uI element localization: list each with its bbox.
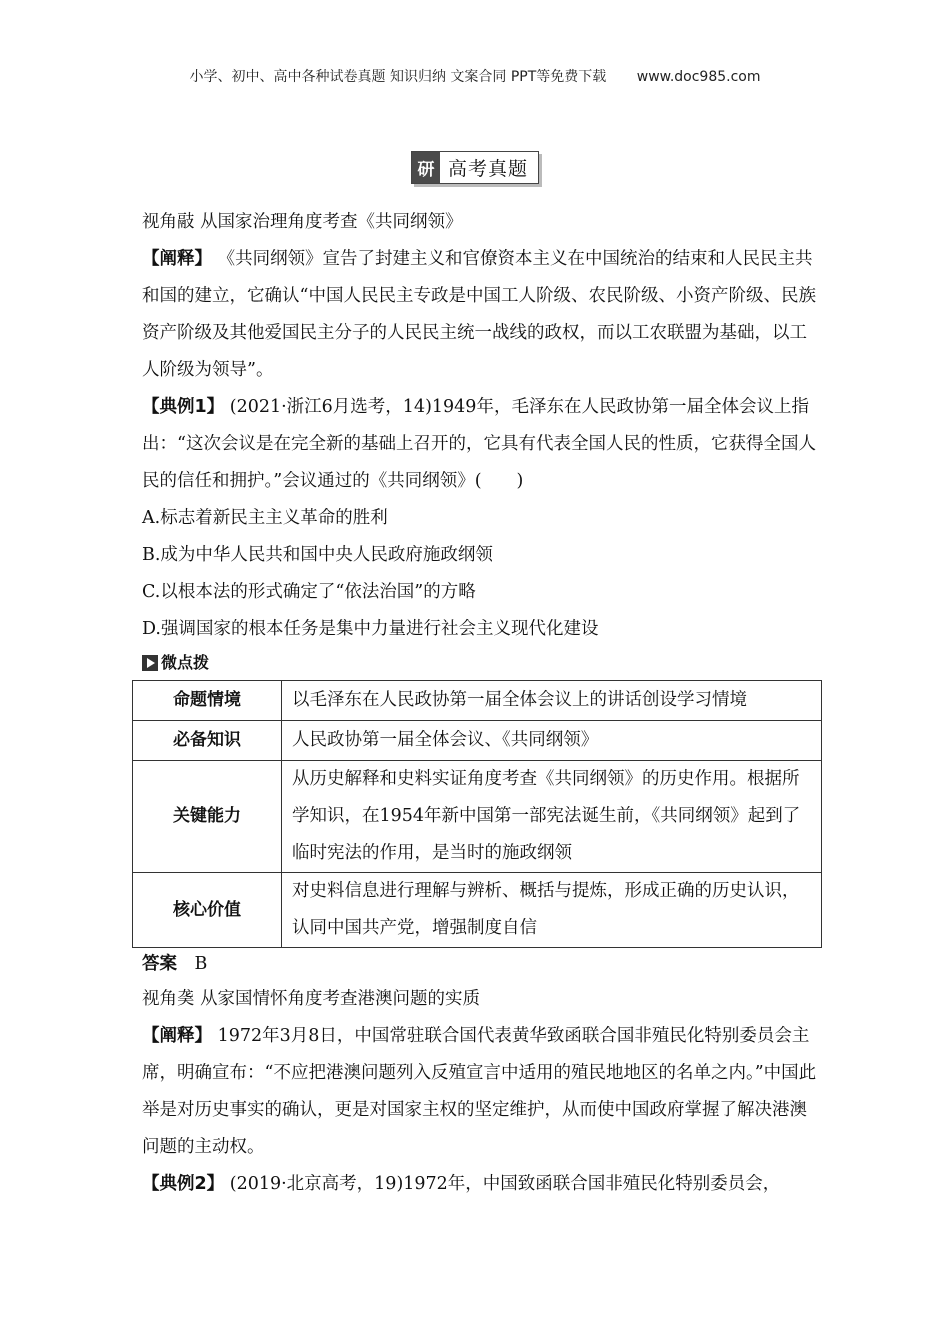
option-a: A.标志着新民主主义革命的胜利 bbox=[142, 508, 388, 528]
explain-tag: 【阐释】 bbox=[142, 1026, 212, 1046]
tips-table bbox=[132, 680, 822, 948]
table-value: 对史料信息进行理解与辨析、概括与提炼，形成正确的历史认识，认同中国共产党，增强制度自信 bbox=[282, 873, 822, 948]
header-site-link[interactable]: www.doc985.com bbox=[636, 69, 761, 85]
section-title: 高考真题 bbox=[448, 158, 529, 180]
section-title-box bbox=[411, 151, 539, 184]
table-row bbox=[133, 721, 822, 761]
example-text: (2021·浙江6月选考，14)1949年，毛泽东在人民政协第一届全体会议上指出：“这次会议是在完全新的基础上召开的，它具有代表全国人民的性质，它获得全国人民的信任和拥护。”会议通过的《共同纲领》( ) bbox=[142, 397, 816, 491]
answer-value: B bbox=[194, 954, 208, 974]
table-value: 人民政协第一届全体会议、《共同纲领》 bbox=[282, 721, 822, 761]
explain-text: 《共同纲领》宣告了封建主义和官僚资本主义在中国统治的结束和人民民主共和国的建立，它确认“中国人民民主专政是中国工人阶级、农民阶级、小资产阶级、民族资产阶级及其他爱国民主分子的人民民主统一战线的政权，而以工农联盟为基础，以工人阶级为领导”。 bbox=[142, 249, 816, 380]
tip-label: 微点拨 bbox=[161, 653, 210, 672]
option-c: C.以根本法的形式确定了“依法治国”的方略 bbox=[142, 582, 476, 602]
table-row bbox=[133, 873, 822, 948]
angle1-explain bbox=[142, 241, 822, 389]
table-value: 从历史解释和史料实证角度考查《共同纲领》的历史作用。根据所学知识，在1954年新中国第一部宪法诞生前，《共同纲领》起到了临时宪法的作用，是当时的施政纲领 bbox=[282, 761, 822, 873]
table-key: 关键能力 bbox=[133, 761, 282, 873]
header-text: 小学、初中、高中各种试卷真题 知识归纳 文案合同 PPT等免费下载 bbox=[189, 69, 607, 85]
option-b: B.成为中华人民共和国中央人民政府施政纲领 bbox=[142, 545, 493, 565]
table-value: 以毛泽东在人民政协第一届全体会议上的讲话创设学习情境 bbox=[282, 681, 822, 721]
example1 bbox=[142, 389, 822, 500]
section-badge: 研 bbox=[412, 152, 440, 183]
angle2-explain bbox=[142, 1018, 822, 1166]
explain-text: 1972年3月8日，中国常驻联合国代表黄华致函联合国非殖民化特别委员会主席，明确宣布：“不应把港澳问题列入反殖宣言中适用的殖民地地区的名单之内。”中国此举是对历史事实的确认，更是对国家主权的坚定维护，从而使中国政府掌握了解决港澳问题的主动权。 bbox=[142, 1026, 817, 1157]
table-key: 必备知识 bbox=[133, 721, 282, 761]
example-text: (2019·北京高考，19)1972年，中国致函联合国非殖民化特别委员会， bbox=[224, 1174, 781, 1194]
answer-label: 答案 bbox=[142, 954, 177, 974]
example2 bbox=[142, 1166, 822, 1203]
main-content bbox=[142, 204, 822, 1203]
answer bbox=[142, 948, 822, 981]
table-key: 命题情境 bbox=[133, 681, 282, 721]
table-row bbox=[133, 681, 822, 721]
angle1-title: 视角䰙 从国家治理角度考查《共同纲领》 bbox=[142, 212, 463, 232]
option-d: D.强调国家的根本任务是集中力量进行社会主义现代化建设 bbox=[142, 619, 599, 639]
page-header bbox=[0, 66, 950, 86]
example-tag: 【典例1】 bbox=[142, 397, 225, 417]
tip-heading bbox=[142, 650, 822, 676]
explain-tag: 【阐释】 bbox=[142, 249, 212, 269]
play-icon bbox=[142, 655, 158, 671]
table-key: 核心价值 bbox=[133, 873, 282, 948]
example-tag: 【典例2】 bbox=[142, 1174, 225, 1194]
table-row bbox=[133, 761, 822, 873]
angle2-title: 视角䶮 从家国情怀角度考查港澳问题的实质 bbox=[142, 989, 481, 1009]
